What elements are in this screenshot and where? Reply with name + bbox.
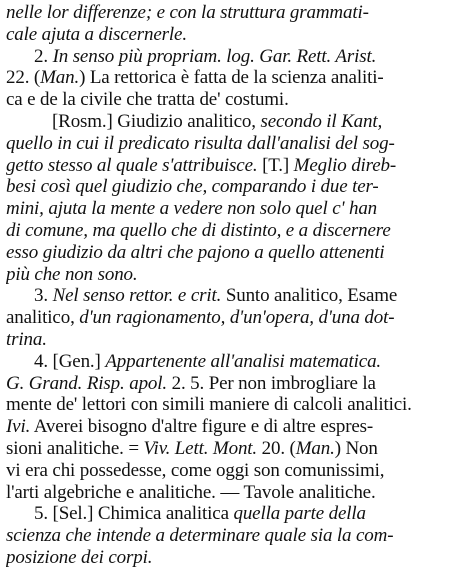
text-line bbox=[6, 373, 468, 395]
italic-text-segment: quello in cui il predicato risulta dall'analisi del sog- bbox=[6, 132, 395, 154]
text-segment: [T.] bbox=[262, 154, 294, 176]
italic-text-segment: getto stesso al quale s'attribuisce. bbox=[6, 154, 263, 176]
text-segment: 22. ( bbox=[6, 67, 41, 89]
text-segment: 5. [Sel.] Chimica analitica bbox=[34, 503, 234, 525]
text-line bbox=[6, 67, 468, 89]
italic-text-segment: In senso più propriam. log. Gar. Rett. Arist. bbox=[52, 45, 377, 67]
italic-text-segment: Viv. Lett. Mont. bbox=[143, 437, 258, 459]
text-segment: ) Non bbox=[334, 437, 378, 459]
italic-text-segment: più che non sono. bbox=[6, 263, 138, 285]
text-line bbox=[6, 2, 468, 24]
italic-text-segment: esso giudizio da altri che pajono a quello attenenti bbox=[6, 241, 385, 263]
italic-text-segment: cale ajuta a discernerle. bbox=[6, 23, 187, 45]
italic-text-segment: mini, ajuta la mente a vedere non solo quel c' han bbox=[6, 198, 378, 220]
text-line bbox=[6, 176, 468, 198]
italic-text-segment: scienza che intende a determinare quale sia la com- bbox=[6, 525, 394, 547]
italic-text-segment: trina. bbox=[6, 328, 47, 350]
italic-text-segment: quella parte della bbox=[233, 503, 366, 525]
italic-text-segment: secondo il Kant, bbox=[260, 110, 383, 132]
text-line bbox=[6, 329, 468, 351]
text-segment: vi era chi possedesse, come oggi son comunissimi, bbox=[6, 459, 385, 481]
italic-text-segment: nelle lor differenze; e con la struttura grammati- bbox=[6, 2, 369, 23]
text-line bbox=[6, 460, 468, 482]
text-segment: ) La rettorica è fatta de la scienza analiti- bbox=[79, 67, 384, 89]
text-line bbox=[6, 46, 468, 68]
text-line bbox=[6, 503, 468, 525]
italic-text-segment: Man. bbox=[295, 437, 335, 459]
italic-text-segment: Meglio direb- bbox=[293, 154, 397, 176]
italic-text-segment: d'un ragionamento, d'un'opera, d'una dot- bbox=[79, 307, 395, 329]
italic-text-segment: besi così quel giudizio che, comparando i due ter- bbox=[6, 176, 379, 198]
text-line bbox=[6, 285, 468, 307]
text-line bbox=[6, 89, 468, 111]
text-segment: l'arti algebriche e analitiche. — Tavole analitiche. bbox=[6, 481, 376, 503]
text-line bbox=[6, 416, 468, 438]
text-line bbox=[6, 264, 468, 286]
text-segment: 3. bbox=[34, 285, 53, 307]
text-segment: [Rosm.] Giudizio analitico, bbox=[52, 110, 261, 132]
text-line bbox=[6, 307, 468, 329]
text-segment: mente de' lettori con simili maniere di calcoli analitici. bbox=[6, 394, 412, 416]
entry-text-body bbox=[6, 2, 468, 569]
text-line bbox=[6, 155, 468, 177]
italic-text-segment: Ivi. bbox=[6, 416, 31, 438]
text-segment: ca e de la civile che tratta de' costumi. bbox=[6, 89, 289, 111]
text-line bbox=[6, 547, 468, 569]
text-line bbox=[6, 351, 468, 373]
italic-text-segment: Appartenente all'analisi matematica. bbox=[105, 350, 382, 372]
text-line bbox=[6, 242, 468, 264]
text-line bbox=[6, 133, 468, 155]
text-line bbox=[6, 111, 468, 133]
text-line bbox=[6, 220, 468, 242]
text-line bbox=[6, 24, 468, 46]
text-line bbox=[6, 394, 468, 416]
italic-text-segment: Nel senso rettor. e crit. bbox=[52, 285, 222, 307]
text-line bbox=[6, 198, 468, 220]
italic-text-segment: G. Grand. Risp. apol. bbox=[6, 372, 167, 394]
text-line bbox=[6, 438, 468, 460]
text-segment: 2. 5. Per non imbrogliare la bbox=[167, 372, 376, 394]
text-segment: Averei bisogno d'altre figure e di altre espres- bbox=[30, 416, 374, 438]
text-line bbox=[6, 482, 468, 504]
text-segment: sioni analitiche. = bbox=[6, 437, 144, 459]
text-segment: 20. ( bbox=[257, 437, 296, 459]
italic-text-segment: Man. bbox=[40, 67, 80, 89]
text-segment: 4. [Gen.] bbox=[34, 350, 106, 372]
text-segment: analitico, bbox=[6, 307, 80, 329]
text-segment: Sunto analitico, Esame bbox=[221, 285, 398, 307]
italic-text-segment: di comune, ma quello che di distinto, e a discernere bbox=[6, 219, 391, 241]
text-segment: 2. bbox=[34, 45, 53, 67]
text-line bbox=[6, 525, 468, 547]
italic-text-segment: posizione dei corpi. bbox=[6, 546, 153, 568]
